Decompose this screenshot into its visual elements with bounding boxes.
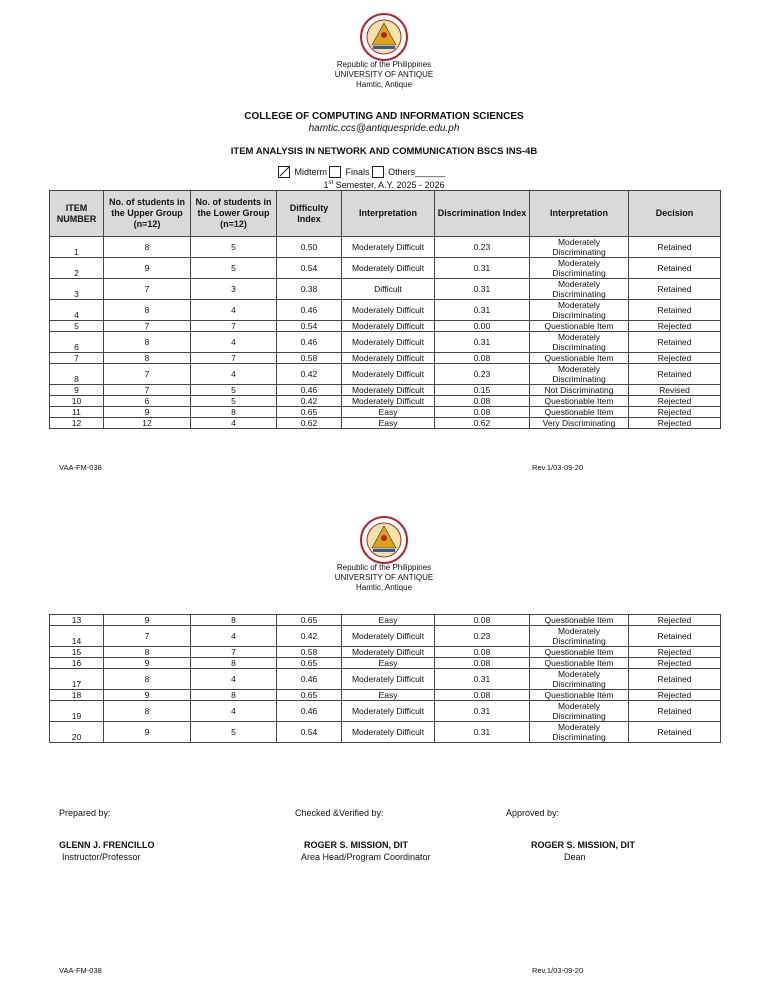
- discrimination-interpretation-cell: Moderately Discriminating: [530, 722, 629, 743]
- exam-options: [278, 166, 447, 178]
- discrimination-index-cell: 0.31: [435, 332, 530, 353]
- checked-label: Checked &Verified by:: [295, 808, 384, 818]
- difficulty-interpretation-cell: Moderately Difficult: [342, 669, 435, 690]
- prepared-role: Instructor/Professor: [62, 852, 141, 862]
- upper-group-cell: 8: [104, 647, 191, 658]
- discrimination-index-cell: 0.31: [435, 258, 530, 279]
- upper-group-cell: 9: [104, 407, 191, 418]
- difficulty-index-cell: 0.46: [277, 332, 342, 353]
- prepared-label: Prepared by:: [59, 808, 111, 818]
- lower-group-cell: 4: [191, 701, 277, 722]
- discrimination-index-cell: 0.15: [435, 385, 530, 396]
- upper-group-cell: 7: [104, 385, 191, 396]
- lower-group-cell: 8: [191, 407, 277, 418]
- finals-checkbox[interactable]: [329, 166, 341, 178]
- republic-text: Republic of the Philippines: [336, 60, 432, 69]
- discrimination-index-cell: 0.31: [435, 669, 530, 690]
- decision-cell: Rejected: [629, 647, 721, 658]
- item-analysis-table-page1: [49, 190, 721, 429]
- discrimination-index-cell: 0.08: [435, 647, 530, 658]
- difficulty-index-cell: 0.65: [277, 690, 342, 701]
- difficulty-index-cell: 0.42: [277, 364, 342, 385]
- discrimination-index-cell: 0.62: [435, 418, 530, 429]
- discrimination-interpretation-cell: Questionable Item: [530, 353, 629, 364]
- discrimination-interpretation-cell: Moderately Discriminating: [530, 626, 629, 647]
- revision-p1: Rev.1/03-09-20: [532, 463, 584, 472]
- upper-group-cell: 7: [104, 279, 191, 300]
- discrimination-interpretation-cell: Moderately Discriminating: [530, 669, 629, 690]
- difficulty-interpretation-cell: Moderately Difficult: [342, 258, 435, 279]
- discrimination-index-cell: 0.31: [435, 722, 530, 743]
- approved-name-text: ROGER S. MISSION, DIT: [531, 840, 636, 850]
- difficulty-index-cell: 0.42: [277, 626, 342, 647]
- decision-cell: Rejected: [629, 396, 721, 407]
- discrimination-index-cell: 0.31: [435, 279, 530, 300]
- upper-group-cell: 8: [104, 237, 191, 258]
- discrimination-interpretation-cell: Questionable Item: [530, 647, 629, 658]
- col-item-number: ITEM NUMBER: [50, 191, 104, 237]
- upper-group-cell: 9: [104, 258, 191, 279]
- semester-text: Semester, A.Y. 2025 - 2026: [335, 180, 445, 190]
- discrimination-interpretation-cell: Not Discriminating: [530, 385, 629, 396]
- lower-group-cell: 4: [191, 669, 277, 690]
- difficulty-index-cell: 0.62: [277, 418, 342, 429]
- checked-name-text: ROGER S. MISSION, DIT: [304, 840, 409, 850]
- item-number-cell: 1: [50, 237, 104, 258]
- upper-group-cell: 7: [104, 364, 191, 385]
- table-row: [50, 626, 721, 647]
- difficulty-interpretation-cell: Moderately Difficult: [342, 722, 435, 743]
- discrimination-index-cell: 0.23: [435, 237, 530, 258]
- discrimination-index-cell: 0.23: [435, 626, 530, 647]
- difficulty-interpretation-cell: Easy: [342, 690, 435, 701]
- discrimination-index-cell: 0.23: [435, 364, 530, 385]
- col-discrimination-index: Discrimination Index: [435, 191, 530, 237]
- table-row: [50, 701, 721, 722]
- decision-cell: Rejected: [629, 418, 721, 429]
- item-number-cell: 2: [50, 258, 104, 279]
- item-analysis-table-page2: [49, 614, 721, 743]
- approved-role: Dean: [564, 852, 586, 862]
- table-row: [50, 385, 721, 396]
- discrimination-interpretation-cell: Questionable Item: [530, 690, 629, 701]
- discrimination-index-cell: 0.31: [435, 701, 530, 722]
- difficulty-interpretation-cell: Moderately Difficult: [342, 647, 435, 658]
- item-number-cell: 7: [50, 353, 104, 364]
- difficulty-index-cell: 0.54: [277, 722, 342, 743]
- table-row: [50, 669, 721, 690]
- difficulty-index-cell: 0.46: [277, 300, 342, 321]
- semester-suffix: st: [328, 180, 334, 186]
- discrimination-interpretation-cell: Questionable Item: [530, 321, 629, 332]
- finals-label: Finals: [345, 167, 370, 177]
- upper-group-cell: 8: [104, 701, 191, 722]
- difficulty-index-cell: 0.65: [277, 407, 342, 418]
- upper-group-cell: 6: [104, 396, 191, 407]
- difficulty-interpretation-cell: Difficult: [342, 279, 435, 300]
- table-row: [50, 396, 721, 407]
- difficulty-interpretation-cell: Moderately Difficult: [342, 353, 435, 364]
- item-number-cell: 9: [50, 385, 104, 396]
- col-decision: Decision: [629, 191, 721, 237]
- table-row: [50, 332, 721, 353]
- table-row: [50, 647, 721, 658]
- decision-cell: Retained: [629, 279, 721, 300]
- decision-cell: Rejected: [629, 321, 721, 332]
- semester-ordinal: 1: [323, 180, 329, 190]
- difficulty-index-cell: 0.58: [277, 647, 342, 658]
- discrimination-index-cell: 0.31: [435, 300, 530, 321]
- others-checkbox[interactable]: [372, 166, 384, 178]
- difficulty-interpretation-cell: Moderately Difficult: [342, 321, 435, 332]
- difficulty-index-cell: 0.46: [277, 385, 342, 396]
- university-name: UNIVERSITY OF ANTIQUE: [334, 70, 434, 79]
- difficulty-interpretation-cell: Moderately Difficult: [342, 332, 435, 353]
- approved-label: Approved by:: [506, 808, 560, 818]
- prepared-name-text: GLENN J. FRENCILLO: [59, 840, 155, 850]
- discrimination-index-cell: 0.08: [435, 615, 530, 626]
- university-name: UNIVERSITY OF ANTIQUE: [334, 573, 434, 582]
- decision-cell: Retained: [629, 300, 721, 321]
- upper-group-cell: 8: [104, 332, 191, 353]
- difficulty-index-cell: 0.38: [277, 279, 342, 300]
- document-title: ITEM ANALYSIS IN NETWORK AND COMMUNICATION BSCS INS-4B: [230, 146, 538, 157]
- lower-group-cell: 5: [191, 258, 277, 279]
- midterm-checkbox[interactable]: [278, 166, 290, 178]
- lower-group-cell: 7: [191, 647, 277, 658]
- lower-group-cell: 3: [191, 279, 277, 300]
- lower-group-cell: 8: [191, 690, 277, 701]
- item-number-cell: 19: [50, 701, 104, 722]
- checked-name: [304, 840, 408, 850]
- table-row: [50, 722, 721, 743]
- table-row: [50, 418, 721, 429]
- difficulty-interpretation-cell: Moderately Difficult: [342, 237, 435, 258]
- table-header-row: [50, 191, 721, 237]
- difficulty-index-cell: 0.58: [277, 353, 342, 364]
- decision-cell: Retained: [629, 258, 721, 279]
- decision-cell: Retained: [629, 364, 721, 385]
- col-upper-group: No. of students in the Upper Group (n=12): [104, 191, 191, 237]
- table-row: [50, 615, 721, 626]
- lower-group-cell: 4: [191, 626, 277, 647]
- difficulty-interpretation-cell: Easy: [342, 407, 435, 418]
- discrimination-interpretation-cell: Moderately Discriminating: [530, 279, 629, 300]
- discrimination-index-cell: 0.08: [435, 407, 530, 418]
- discrimination-interpretation-cell: Moderately Discriminating: [530, 300, 629, 321]
- item-number-cell: 12: [50, 418, 104, 429]
- table-row: [50, 658, 721, 669]
- form-code-p2: VAA-FM-038: [59, 966, 102, 975]
- upper-group-cell: 9: [104, 722, 191, 743]
- lower-group-cell: 8: [191, 615, 277, 626]
- table-row: [50, 321, 721, 332]
- lower-group-cell: 7: [191, 321, 277, 332]
- discrimination-interpretation-cell: Moderately Discriminating: [530, 237, 629, 258]
- item-number-cell: 17: [50, 669, 104, 690]
- lower-group-cell: 8: [191, 658, 277, 669]
- item-number-cell: 13: [50, 615, 104, 626]
- table-row: [50, 364, 721, 385]
- item-number-cell: 20: [50, 722, 104, 743]
- table-row: [50, 690, 721, 701]
- item-number-cell: 14: [50, 626, 104, 647]
- republic-text: Republic of the Philippines: [336, 563, 432, 572]
- lower-group-cell: 7: [191, 353, 277, 364]
- col-discrimination-interpretation: Interpretation: [530, 191, 629, 237]
- lower-group-cell: 4: [191, 418, 277, 429]
- difficulty-index-cell: 0.50: [277, 237, 342, 258]
- college-name: COLLEGE OF COMPUTING AND INFORMATION SCIENCES: [244, 111, 524, 122]
- table-row: [50, 237, 721, 258]
- item-number-cell: 18: [50, 690, 104, 701]
- lower-group-cell: 4: [191, 300, 277, 321]
- item-number-cell: 15: [50, 647, 104, 658]
- upper-group-cell: 12: [104, 418, 191, 429]
- item-number-cell: 8: [50, 364, 104, 385]
- discrimination-index-cell: 0.08: [435, 396, 530, 407]
- decision-cell: Retained: [629, 669, 721, 690]
- approved-name: [531, 840, 635, 850]
- decision-cell: Retained: [629, 237, 721, 258]
- col-lower-group: No. of students in the Lower Group (n=12): [191, 191, 277, 237]
- revision-p2: Rev.1/03-09-20: [532, 966, 584, 975]
- table-row: [50, 300, 721, 321]
- difficulty-interpretation-cell: Easy: [342, 418, 435, 429]
- decision-cell: Retained: [629, 626, 721, 647]
- discrimination-interpretation-cell: Questionable Item: [530, 396, 629, 407]
- decision-cell: Retained: [629, 722, 721, 743]
- discrimination-interpretation-cell: Very Discriminating: [530, 418, 629, 429]
- upper-group-cell: 9: [104, 658, 191, 669]
- decision-cell: Retained: [629, 701, 721, 722]
- lower-group-cell: 4: [191, 364, 277, 385]
- university-seal: [358, 516, 410, 564]
- decision-cell: Retained: [629, 332, 721, 353]
- table-row: [50, 279, 721, 300]
- upper-group-cell: 8: [104, 300, 191, 321]
- difficulty-index-cell: 0.65: [277, 658, 342, 669]
- difficulty-index-cell: 0.65: [277, 615, 342, 626]
- item-number-cell: 11: [50, 407, 104, 418]
- difficulty-interpretation-cell: Moderately Difficult: [342, 626, 435, 647]
- upper-group-cell: 8: [104, 669, 191, 690]
- upper-group-cell: 7: [104, 321, 191, 332]
- lower-group-cell: 5: [191, 722, 277, 743]
- lower-group-cell: 4: [191, 332, 277, 353]
- difficulty-index-cell: 0.42: [277, 396, 342, 407]
- discrimination-interpretation-cell: Moderately Discriminating: [530, 258, 629, 279]
- difficulty-interpretation-cell: Easy: [342, 658, 435, 669]
- item-number-cell: 16: [50, 658, 104, 669]
- difficulty-index-cell: 0.54: [277, 258, 342, 279]
- discrimination-index-cell: 0.08: [435, 690, 530, 701]
- discrimination-interpretation-cell: Questionable Item: [530, 658, 629, 669]
- discrimination-index-cell: 0.00: [435, 321, 530, 332]
- difficulty-index-cell: 0.54: [277, 321, 342, 332]
- discrimination-index-cell: 0.08: [435, 353, 530, 364]
- item-number-cell: 4: [50, 300, 104, 321]
- upper-group-cell: 9: [104, 615, 191, 626]
- item-number-cell: 3: [50, 279, 104, 300]
- discrimination-interpretation-cell: Moderately Discriminating: [530, 364, 629, 385]
- col-difficulty-index: Difficulty Index: [277, 191, 342, 237]
- semester-line: [0, 180, 768, 190]
- others-label: Others______: [388, 167, 446, 177]
- decision-cell: Rejected: [629, 615, 721, 626]
- item-number-cell: 5: [50, 321, 104, 332]
- decision-cell: Rejected: [629, 690, 721, 701]
- difficulty-index-cell: 0.46: [277, 669, 342, 690]
- difficulty-interpretation-cell: Moderately Difficult: [342, 701, 435, 722]
- lower-group-cell: 5: [191, 237, 277, 258]
- decision-cell: Rejected: [629, 353, 721, 364]
- difficulty-interpretation-cell: Easy: [342, 615, 435, 626]
- table-row: [50, 407, 721, 418]
- university-seal: [358, 13, 410, 61]
- item-number-cell: 6: [50, 332, 104, 353]
- checked-role: Area Head/Program Coordinator: [301, 852, 431, 862]
- college-email: hamtic.ccs@antiquespride.edu.ph: [308, 123, 460, 134]
- lower-group-cell: 5: [191, 396, 277, 407]
- difficulty-interpretation-cell: Moderately Difficult: [342, 385, 435, 396]
- difficulty-interpretation-cell: Moderately Difficult: [342, 300, 435, 321]
- discrimination-index-cell: 0.08: [435, 658, 530, 669]
- decision-cell: Rejected: [629, 407, 721, 418]
- difficulty-index-cell: 0.46: [277, 701, 342, 722]
- midterm-label: Midterm: [294, 167, 328, 177]
- upper-group-cell: 9: [104, 690, 191, 701]
- decision-cell: Rejected: [629, 658, 721, 669]
- discrimination-interpretation-cell: Questionable Item: [530, 615, 629, 626]
- table-row: [50, 353, 721, 364]
- difficulty-interpretation-cell: Moderately Difficult: [342, 364, 435, 385]
- discrimination-interpretation-cell: Moderately Discriminating: [530, 701, 629, 722]
- decision-cell: Revised: [629, 385, 721, 396]
- lower-group-cell: 5: [191, 385, 277, 396]
- col-difficulty-interpretation: Interpretation: [342, 191, 435, 237]
- prepared-name: [59, 840, 155, 850]
- difficulty-interpretation-cell: Moderately Difficult: [342, 396, 435, 407]
- form-code-p1: VAA-FM-038: [59, 463, 102, 472]
- discrimination-interpretation-cell: Questionable Item: [530, 407, 629, 418]
- item-number-cell: 10: [50, 396, 104, 407]
- table-row: [50, 258, 721, 279]
- upper-group-cell: 8: [104, 353, 191, 364]
- university-location: Hamtic, Antique: [355, 80, 413, 89]
- upper-group-cell: 7: [104, 626, 191, 647]
- discrimination-interpretation-cell: Moderately Discriminating: [530, 332, 629, 353]
- university-location: Hamtic, Antique: [355, 583, 413, 592]
